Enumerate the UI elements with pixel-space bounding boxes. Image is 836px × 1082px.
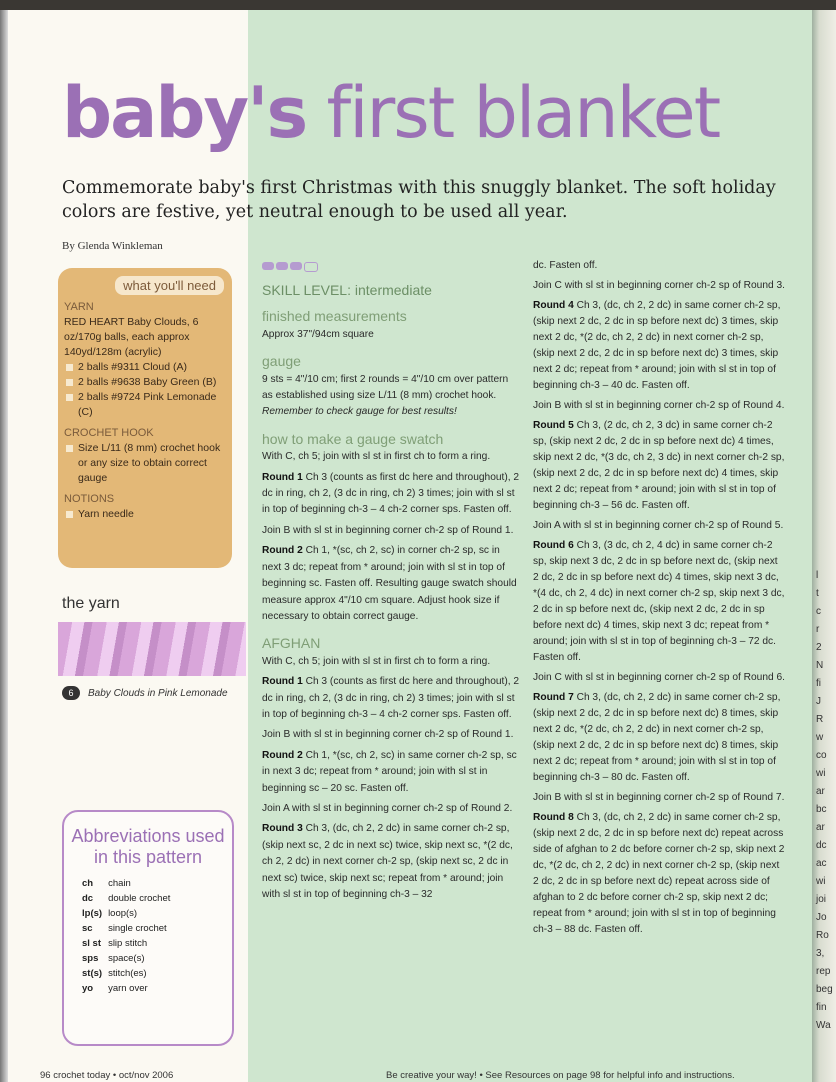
round-text: Ch 3, (dc, ch 2, 2 dc) in same corner ch-2 sp, (skip next 2 dc, 2 dc in sp before next dc) 3 times, skip next 2 dc, *(2 dc, ch 2, 2 dc) in next corner ch-2 sp, (skip next 2 dc, 2 dc in sp before next dc) 3 times, skip next 2 dc; repeat from * around; join with sl st in top of beginning ch-3 – 40 dc. Fasten off. <box>533 300 781 391</box>
abbr-row <box>82 951 176 966</box>
round-label: Round 5 <box>533 420 574 431</box>
round-label: Round 6 <box>533 540 574 551</box>
abbr-key: lp(s) <box>82 908 103 919</box>
edge-fragment: R <box>816 714 824 725</box>
join-b-round-4: Join B with sl st in beginning corner ch-2 sp of Round 4. <box>533 400 785 411</box>
yarn-heading: YARN <box>64 301 94 313</box>
title-rest: first blanket <box>306 72 720 154</box>
edge-fragment: J <box>816 696 821 707</box>
gauge-heading: gauge <box>262 353 301 370</box>
edge-fragment: t <box>816 588 819 599</box>
magazine-page <box>0 10 812 1082</box>
edge-fragment: r <box>816 624 820 635</box>
abbreviations-box <box>62 810 234 1046</box>
edge-fragment: bc <box>816 804 827 815</box>
round-label: Round 2 <box>262 545 303 557</box>
abbr-key: sl st <box>82 938 102 949</box>
round-label: Round 1 <box>262 471 303 483</box>
abbr-value: chain <box>108 878 131 889</box>
afghan-round-3 <box>262 821 520 903</box>
gauge-note: Remember to check gauge for best results! <box>262 406 457 418</box>
footer-tagline: Be creative your way! • See Resources on page 98 for helpful info and instructions. <box>386 1070 735 1081</box>
round-3-end: dc. Fasten off. <box>533 260 598 271</box>
finished-measurements: Approx 37"/94cm square <box>262 328 374 340</box>
yarn-swatch-image <box>58 622 246 676</box>
edge-fragment: dc <box>816 840 827 851</box>
round-text: Ch 1, *(sc, ch 2, sc) in corner ch-2 sp, sc in next 3 dc; repeat from * around; join with sl st in top of beginning sc. Fasten off. Resulting gauge swatch should measure approx 4"/10 cm square. Adjust hook size if necessary to obtain correct gauge. <box>262 545 517 622</box>
hook-heading: CROCHET HOOK <box>64 427 154 439</box>
abbr-value: yarn over <box>108 983 148 994</box>
abbr-value: double crochet <box>108 893 171 904</box>
afghan-round-6 <box>533 538 785 666</box>
notions-heading: NOTIONS <box>64 493 115 505</box>
afghan-round-8 <box>533 810 785 938</box>
edge-fragment: joi <box>816 894 827 905</box>
abbr-key: sps <box>82 953 99 964</box>
swatch-start: With C, ch 5; join with sl st in first ch to form a ring. <box>262 451 491 463</box>
edge-fragment: rep <box>816 966 831 977</box>
edge-fragment: co <box>816 750 827 761</box>
edge-fragment: ar <box>816 822 825 833</box>
yarn-item: 2 balls #9638 Baby Green (B) <box>64 375 228 390</box>
round-text: Ch 3, (dc, ch 2, 2 dc) in same corner ch-2 sp, (skip next 2 dc, 2 dc in sp before next dc) 8 times, skip next 2 dc, *(2 dc, ch 2, 2 dc) in next corner ch-2 sp, (skip next 2 dc, 2 dc in sp before next dc) 8 times, skip next 2 dc; repeat from * around; join with sl st in top of beginning ch-3 – 80 dc. Fasten off. <box>533 692 781 783</box>
yarn-caption <box>62 686 228 700</box>
binding-shadow <box>0 10 8 1082</box>
afghan-start: With C, ch 5; join with sl st in first ch to form a ring. <box>262 655 491 667</box>
round-text: Ch 3 (counts as first dc here and throughout), 2 dc in ring, ch 2, (3 dc in ring, ch 2) 3 times; join with sl st in top of beginning ch-3 – 4 ch-2 corner sps. Fasten off. <box>262 471 520 516</box>
swatch-round-1 <box>262 470 520 519</box>
edge-fragment: w <box>816 732 824 743</box>
abbr-row <box>82 936 176 951</box>
round-label: Round 3 <box>262 823 303 835</box>
afghan-round-4 <box>533 298 785 394</box>
round-label: Round 4 <box>533 300 574 311</box>
abbr-key: st(s) <box>82 968 103 979</box>
edge-fragment: 2 <box>816 642 822 653</box>
pattern-column-1 <box>262 260 520 907</box>
byline: By Glenda Winkleman <box>62 240 163 252</box>
abbr-row <box>82 891 176 906</box>
round-text: Ch 3, (3 dc, ch 2, 4 dc) in same corner ch-2 sp, skip next 3 dc, 2 dc in sp before next dc, (skip next 2 dc, 2 dc in sp before next dc) 4 times, skip next 3 dc, *(4 dc, ch 2, 4 dc) in next corner ch-2 sp, skip next 3 dc, 2 dc in sp before next dc, (skip next 2 dc, 2 dc in sp before next dc) 4 times, skip next 3 dc; repeat from * around; join with sl st in top of beginning ch-3 – 72 dc. Fasten off. <box>533 540 785 663</box>
abbr-key: sc <box>82 923 93 934</box>
join-c-round-3: Join C with sl st in beginning corner ch-2 sp of Round 3. <box>533 280 785 291</box>
round-label: Round 8 <box>533 812 574 823</box>
yarn-weight-badge: 6 <box>62 686 80 700</box>
round-text: Ch 3, (dc, ch 2, 2 dc) in same corner ch-2 sp, (skip next 2 dc, 2 dc in sp before next dc) repeat across side of afghan to 2 dc before corner ch-2 sp, skip next 2 dc, *(2 dc, ch 2, 2 dc) in next corner ch-2 sp, (skip next 2 dc, 2 dc in sp before next dc) repeat across side of afghan to 2 dc before corner ch-2 sp, skip next 2 dc; repeat from * around; join with sl st in top of beginning ch-3 – 88 dc. Fasten off. <box>533 812 785 935</box>
abbr-key: yo <box>82 983 94 994</box>
round-text: Ch 3, (dc, ch 2, 2 dc) in same corner ch-2 sp, (skip next sc, 2 dc in next sc) twice, skip next sc, *(2 dc, ch 2, 2 dc) in next corner ch-2 sp, (skip next sc, 2 dc in next sc) twice, skip next sc; repeat from * around; join with sl st in top of beginning ch-3 – 32 <box>262 823 513 900</box>
yarn-item: 2 balls #9724 Pink Lemonade (C) <box>64 390 228 420</box>
abbr-row <box>82 966 176 981</box>
abbreviations-title: Abbreviations used in this pattern <box>71 826 225 867</box>
afghan-round-7 <box>533 690 785 786</box>
edge-fragment: ar <box>816 786 825 797</box>
edge-fragment: fin <box>816 1002 827 1013</box>
yarn-caption-text: Baby Clouds in Pink Lemonade <box>88 688 228 699</box>
next-page-edge <box>812 10 836 1082</box>
abbr-value: stitch(es) <box>108 968 147 979</box>
yarn-section-heading: the yarn <box>62 595 120 612</box>
round-text: Ch 3, (2 dc, ch 2, 3 dc) in same corner ch-2 sp, (skip next 2 dc, 2 dc in sp before next dc) 4 times, skip next 2 dc, *(3 dc, ch 2, 3 dc) in next corner ch-2 sp, (skip next 2 dc, 2 dc in sp before next dc) 4 times, skip next 2 dc; repeat from * around; join with sl st in top of beginning ch-3 – 56 dc. Fasten off. <box>533 420 785 511</box>
skill-level-icon <box>262 262 318 272</box>
yarn-item: 2 balls #9311 Cloud (A) <box>64 360 228 375</box>
afghan-heading: AFGHAN <box>262 635 321 652</box>
yarn-description: RED HEART Baby Clouds, 6 oz/170g balls, each approx 140yd/128m (acrylic) <box>64 316 199 358</box>
edge-fragment: l <box>816 570 819 581</box>
edge-fragment: wi <box>816 876 826 887</box>
join-b-round-7: Join B with sl st in beginning corner ch-2 sp of Round 7. <box>533 792 785 803</box>
abbr-key: dc <box>82 893 94 904</box>
afghan-join-b: Join B with sl st in beginning corner ch-2 sp of Round 1. <box>262 729 514 741</box>
edge-fragment: wi <box>816 768 826 779</box>
intro-text: Commemorate baby's first Christmas with this snuggly blanket. The soft holiday colors are festive, yet neutral enough to be used all year. <box>62 178 776 222</box>
edge-fragment: N <box>816 660 824 671</box>
afghan-join-a: Join A with sl st in beginning corner ch-2 sp of Round 2. <box>262 802 513 814</box>
abbreviations-table <box>82 876 176 996</box>
top-border <box>0 0 836 10</box>
abbr-value: slip stitch <box>108 938 148 949</box>
title-bold: baby's <box>62 72 307 154</box>
notions-item: Yarn needle <box>64 507 228 522</box>
abbr-row <box>82 921 176 936</box>
abbr-row <box>82 906 176 921</box>
join-c-round-6: Join C with sl st in beginning corner ch-2 sp of Round 6. <box>533 672 785 683</box>
edge-fragment: Ro <box>816 930 829 941</box>
swatch-round-2 <box>262 543 520 625</box>
afghan-round-2 <box>262 748 520 797</box>
edge-fragment: 3, <box>816 948 825 959</box>
edge-fragment: fi <box>816 678 821 689</box>
gauge-text <box>262 372 520 421</box>
abbr-row <box>82 876 176 891</box>
gauge-desc: 9 sts = 4"/10 cm; first 2 rounds = 4"/10 cm over pattern as established using size L/11 (8 mm) crochet hook. <box>262 373 509 402</box>
abbr-value: loop(s) <box>108 908 138 919</box>
edge-fragment: Wa <box>816 1020 831 1031</box>
round-text: Ch 3 (counts as first dc here and throughout), 2 dc in ring, ch 2, (3 dc in ring, ch 2) 3 times; join with sl st in top of beginning ch-3 – 4 ch-2 corner sps. Fasten off. <box>262 676 520 720</box>
edge-fragment: c <box>816 606 821 617</box>
afghan-round-1 <box>262 674 520 723</box>
join-a-round-5: Join A with sl st in beginning corner ch-2 sp of Round 5. <box>533 520 784 531</box>
swatch-join-b: Join B with sl st in beginning corner ch-2 sp of Round 1. <box>262 524 514 536</box>
abbr-key: ch <box>82 878 94 889</box>
edge-fragment: Jo <box>816 912 827 923</box>
swatch-heading: how to make a gauge swatch <box>262 430 444 447</box>
finished-measurements-heading: finished measurements <box>262 308 407 325</box>
round-label: Round 7 <box>533 692 574 703</box>
materials-box <box>58 268 232 568</box>
hook-item: Size L/11 (8 mm) crochet hook or any size to obtain correct gauge <box>64 441 228 486</box>
round-label: Round 1 <box>262 676 303 688</box>
abbr-value: space(s) <box>108 953 145 964</box>
edge-fragment: ac <box>816 858 827 869</box>
page-title <box>62 72 719 154</box>
edge-fragment: beg <box>816 984 833 995</box>
footer-folio: 96 crochet today • oct/nov 2006 <box>40 1070 174 1081</box>
afghan-round-5 <box>533 418 785 514</box>
abbr-row <box>82 981 176 996</box>
skill-level: SKILL LEVEL: intermediate <box>262 282 432 298</box>
materials-tab: what you'll need <box>115 276 224 295</box>
round-label: Round 2 <box>262 749 303 761</box>
round-text: Ch 1, *(sc, ch 2, sc) in same corner ch-2 sp, sc in next 3 dc; repeat from * around; join with sl st in beginning sc – 20 sc. Fasten off. <box>262 749 517 794</box>
abbr-value: single crochet <box>108 923 167 934</box>
pattern-column-2 <box>533 258 785 942</box>
